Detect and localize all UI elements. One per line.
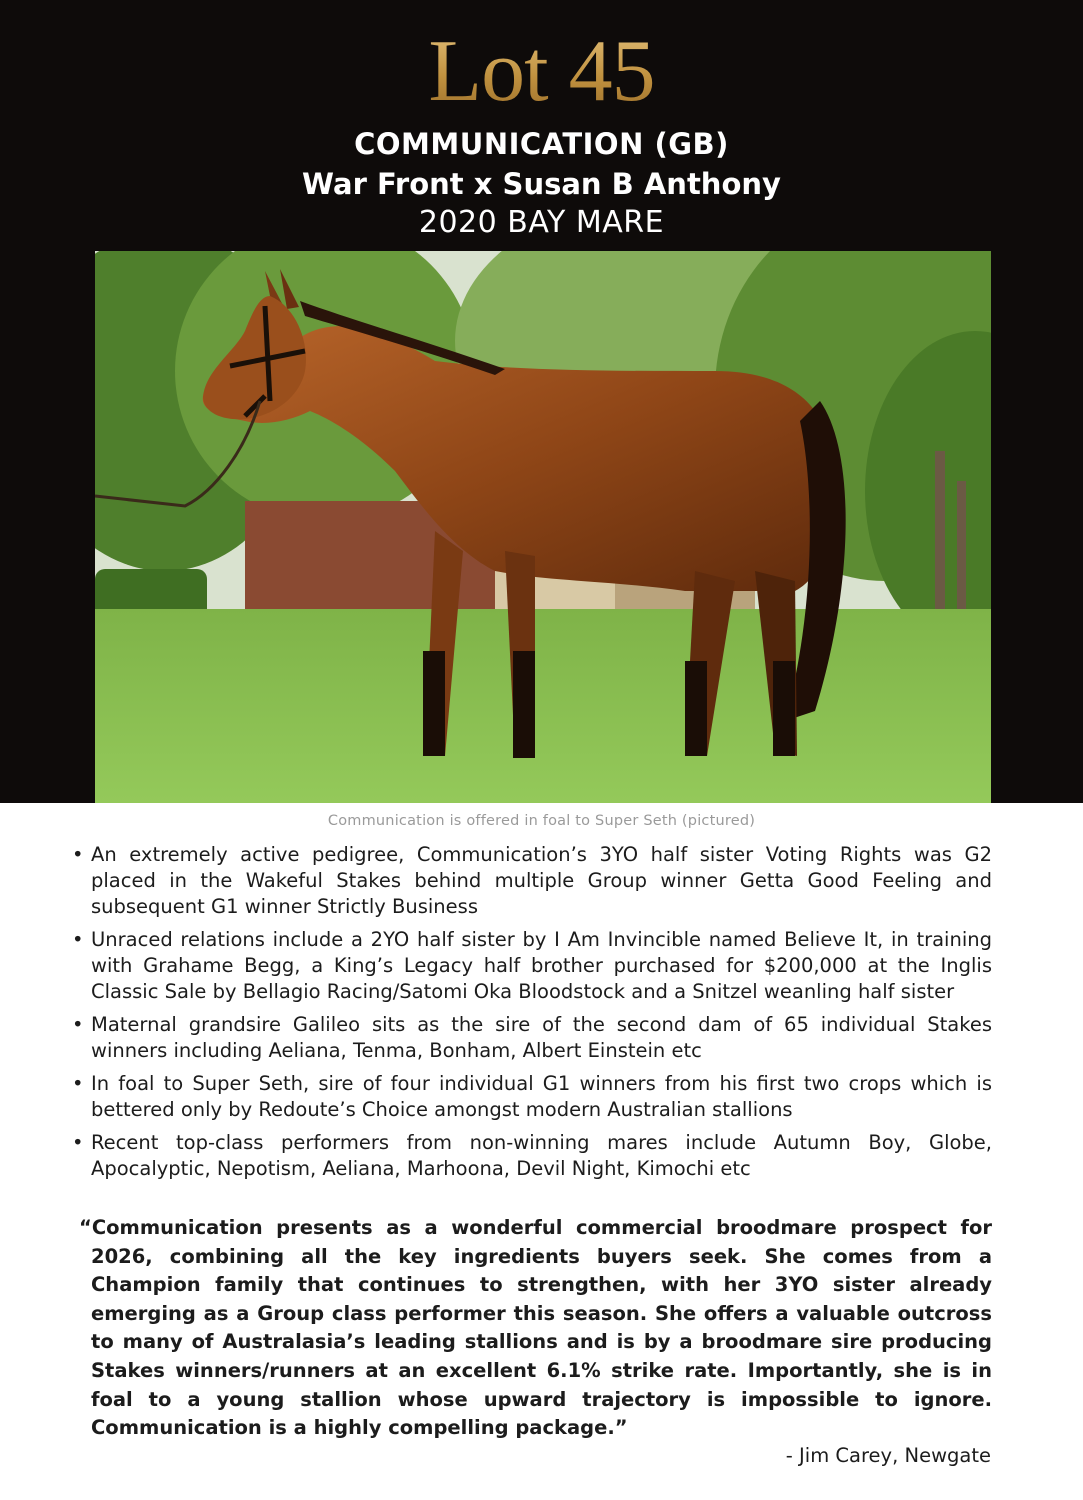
highlights-list — [71, 842, 992, 1189]
bullet-dot: • — [72, 843, 84, 866]
bullet-dot: • — [72, 928, 84, 951]
highlight-item — [71, 1071, 992, 1123]
highlight-item — [71, 927, 992, 1005]
highlight-item — [71, 1130, 992, 1182]
stallion-illustration — [95, 251, 991, 803]
highlight-text: Maternal grandsire Galileo sits as the sire of the second dam of 65 individual Stakes winners including Aeliana, Tenma, Bonham, Albert Einstein etc — [91, 1013, 992, 1062]
horse-name: COMMUNICATION (GB) — [354, 127, 729, 161]
sire-dam-line: War Front x Susan B Anthony — [302, 167, 781, 201]
highlight-item — [71, 842, 992, 920]
photo-caption: Communication is offered in foal to Super Seth (pictured) — [327, 813, 756, 829]
bullet-dot: • — [72, 1131, 84, 1154]
horse-photo — [95, 251, 991, 803]
quote-attribution: - Jim Carey, Newgate — [785, 1444, 991, 1467]
highlight-text: Unraced relations include a 2YO half sister by I Am Invincible named Believe It, in training with Grahame Begg, a King’s Legacy half brother purchased for $200,000 at the Inglis Classic Sale by Bellagio Racing/Satomi Oka Bloodstock and a Snitzel weanling half sister — [91, 928, 992, 1003]
highlight-item — [71, 1012, 992, 1064]
bullet-dot: • — [72, 1072, 84, 1095]
testimonial-quote: “Communication presents as a wonderful commercial broodmare prospect for 2026, combining all the key ingredients buyers seek. She comes from a Champion family that continues to strengthen, with her 3YO sister already emerging as a Group class performer this season. She offers a valuable outcross to many of Australasia’s leading stallions and is by a broodmare sire producing Stakes winners/runners at an excellent 6.1% strike rate. Importantly, she is in foal to a young stallion whose upward trajectory is impossible to ignore. Communication is a highly compelling package.” — [79, 1216, 992, 1440]
highlight-text: Recent top-class performers from non-winning mares include Autumn Boy, Globe, Apocalyptic, Nepotism, Aeliana, Marhoona, Devil Night, Kimochi etc — [91, 1131, 992, 1180]
bullet-dot: • — [72, 1013, 84, 1036]
age-sex-line: 2020 BAY MARE — [418, 205, 665, 240]
highlight-text: In foal to Super Seth, sire of four individual G1 winners from his first two crops which is bettered only by Redoute’s Choice amongst modern Australian stallions — [91, 1072, 992, 1121]
lot-number-title: Lot 45 — [0, 26, 1083, 118]
highlight-text: An extremely active pedigree, Communication’s 3YO half sister Voting Rights was G2 placed in the Wakeful Stakes behind multiple Group winner Getta Good Feeling and subsequent G1 winner Strictly Business — [91, 843, 992, 918]
